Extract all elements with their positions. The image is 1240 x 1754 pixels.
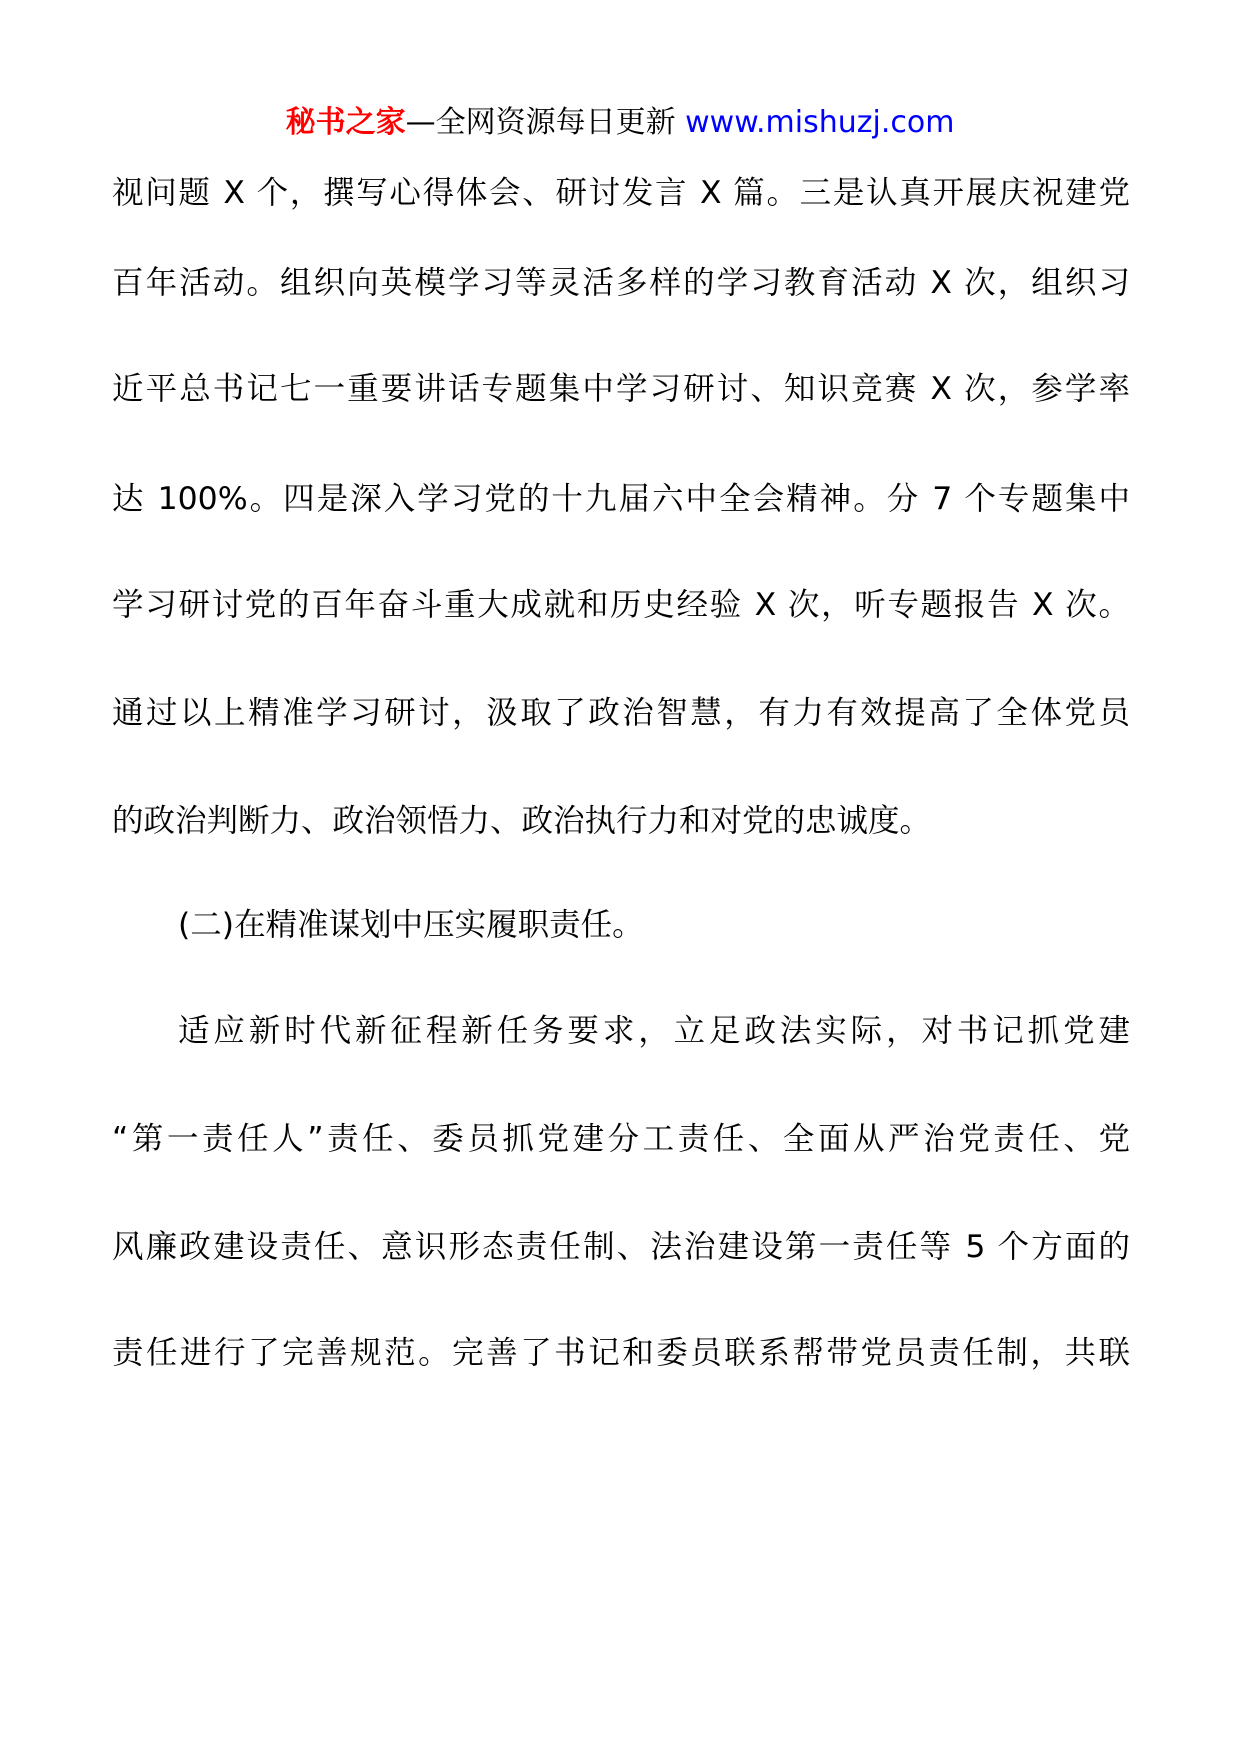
brand-name: 秘书之家: [285, 105, 406, 140]
paragraph-line: 通过以上精准学习研讨，汲取了政治智慧，有力有效提高了全体党员: [112, 695, 1130, 731]
section-heading: (二)在精准谋划中压实履职责任。: [178, 907, 644, 943]
header-tagline: —全网资源每日更新: [405, 105, 676, 140]
paragraph-line: 的政治判断力、政治领悟力、政治执行力和对党的忠诚度。: [112, 803, 932, 839]
paragraph-line: “第一责任人”责任、委员抓党建分工责任、全面从严治党责任、党: [112, 1121, 1130, 1157]
paragraph-line: 百年活动。组织向英模学习等灵活多样的学习教育活动 X 次，组织习: [112, 265, 1130, 301]
paragraph-line: 适应新时代新征程新任务要求，立足政法实际，对书记抓党建: [178, 1013, 1130, 1049]
site-url-link[interactable]: www.mishuzj.com: [685, 105, 955, 140]
site-header: [0, 98, 1240, 148]
paragraph-line: 学习研讨党的百年奋斗重大成就和历史经验 X 次，听专题报告 X 次。: [112, 587, 1130, 623]
paragraph-line: 责任进行了完善规范。完善了书记和委员联系帮带党员责任制，共联: [112, 1335, 1130, 1371]
paragraph-line: 视问题 X 个，撰写心得体会、研讨发言 X 篇。三是认真开展庆祝建党: [112, 175, 1130, 211]
paragraph-line: 近平总书记七一重要讲话专题集中学习研讨、知识竞赛 X 次，参学率: [112, 371, 1130, 407]
paragraph-line: 风廉政建设责任、意识形态责任制、法治建设第一责任等 5 个方面的: [112, 1229, 1130, 1265]
paragraph-line: 达 100%。四是深入学习党的十九届六中全会精神。分 7 个专题集中: [112, 481, 1130, 517]
